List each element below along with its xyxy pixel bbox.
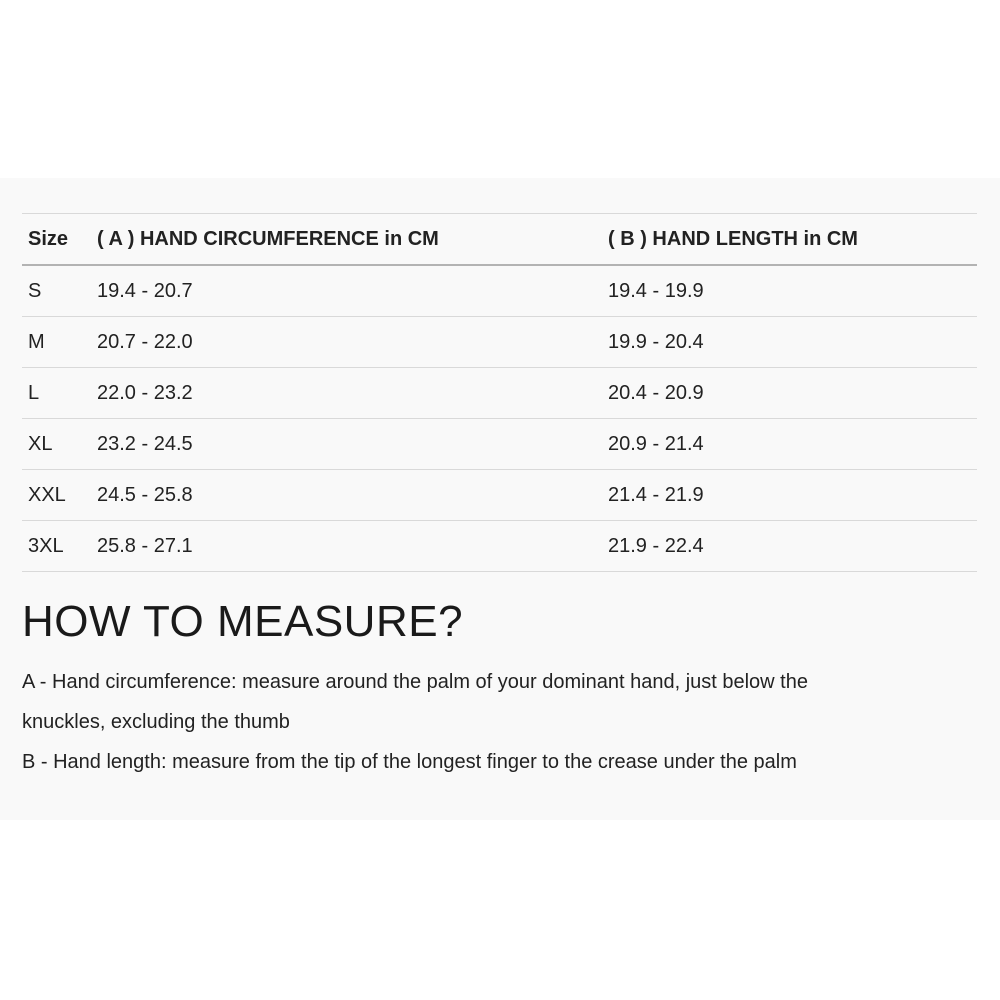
size-chart-table [22,213,977,572]
table-row-s [22,265,977,317]
top-whitespace [0,0,1000,178]
length-value: 21.4 - 21.9 [608,470,977,521]
table-row-l [22,368,977,419]
size-label: S [22,265,97,317]
circumference-value: 24.5 - 25.8 [97,470,608,521]
size-guide-section [0,178,1000,820]
length-value: 20.4 - 20.9 [608,368,977,419]
table-row-xl [22,419,977,470]
circumference-value: 23.2 - 24.5 [97,419,608,470]
length-value: 19.4 - 19.9 [608,265,977,317]
circumference-value: 25.8 - 27.1 [97,521,608,572]
circumference-value: 19.4 - 20.7 [97,265,608,317]
size-label: XL [22,419,97,470]
circumference-value: 22.0 - 23.2 [97,368,608,419]
instruction-b-line: B - Hand length: measure from the tip of the longest finger to the crease under the palm [22,751,797,773]
instruction-a-line-2: knuckles, excluding the thumb [22,711,290,733]
table-row-m [22,317,977,368]
table-row-xxl [22,470,977,521]
size-label: M [22,317,97,368]
length-value: 20.9 - 21.4 [608,419,977,470]
length-value: 19.9 - 20.4 [608,317,977,368]
table-row-3xl [22,521,977,572]
size-label: L [22,368,97,419]
column-header-size: Size [22,214,97,266]
instruction-a-line-1: A - Hand circumference: measure around the palm of your dominant hand, just below the [22,671,808,693]
length-value: 21.9 - 22.4 [608,521,977,572]
column-header-hand-circumference: ( A ) HAND CIRCUMFERENCE in CM [97,214,608,266]
column-header-hand-length: ( B ) HAND LENGTH in CM [608,214,977,266]
size-label: 3XL [22,521,97,572]
size-label: XXL [22,470,97,521]
size-table-header-row [22,214,977,266]
circumference-value: 20.7 - 22.0 [97,317,608,368]
how-to-measure-heading: HOW TO MEASURE? [22,597,464,646]
